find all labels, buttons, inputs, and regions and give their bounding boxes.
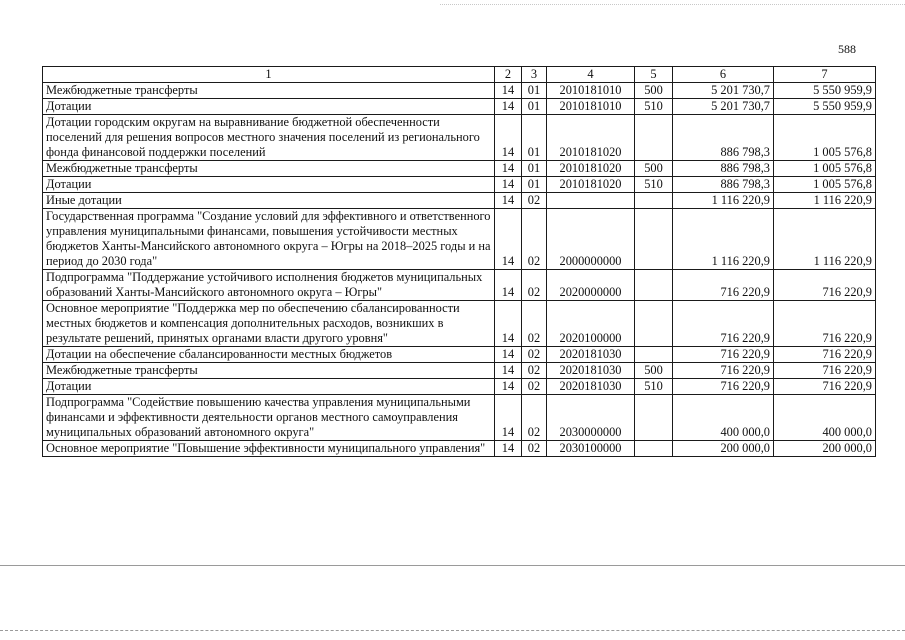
row-subsection-code: 02	[522, 363, 547, 379]
row-section-code: 14	[495, 347, 522, 363]
row-subsection-code: 02	[522, 395, 547, 441]
row-amount-year-2: 1 116 220,9	[774, 193, 876, 209]
row-section-code: 14	[495, 193, 522, 209]
row-target-article: 2020181030	[547, 363, 635, 379]
table-row	[43, 115, 876, 161]
table-row	[43, 99, 876, 115]
row-expense-type: 500	[635, 83, 673, 99]
row-subsection-code: 01	[522, 115, 547, 161]
row-amount-year-2: 716 220,9	[774, 379, 876, 395]
table-row	[43, 363, 876, 379]
row-amount-year-2: 200 000,0	[774, 441, 876, 457]
header-col-3: 3	[522, 67, 547, 83]
row-section-code: 14	[495, 177, 522, 193]
row-description: Иные дотации	[43, 193, 495, 209]
row-amount-year-2: 716 220,9	[774, 347, 876, 363]
row-amount-year-1: 400 000,0	[673, 395, 774, 441]
row-amount-year-2: 400 000,0	[774, 395, 876, 441]
row-target-article: 2020000000	[547, 270, 635, 301]
row-section-code: 14	[495, 270, 522, 301]
row-section-code: 14	[495, 441, 522, 457]
row-expense-type	[635, 441, 673, 457]
row-subsection-code: 02	[522, 301, 547, 347]
top-rule	[440, 4, 905, 5]
row-amount-year-1: 716 220,9	[673, 363, 774, 379]
row-target-article: 2020100000	[547, 301, 635, 347]
row-subsection-code: 02	[522, 347, 547, 363]
row-description: Основное мероприятие "Повышение эффективности муниципального управления"	[43, 441, 495, 457]
row-expense-type: 510	[635, 379, 673, 395]
table-row	[43, 177, 876, 193]
row-target-article: 2010181010	[547, 83, 635, 99]
row-subsection-code: 01	[522, 161, 547, 177]
row-description: Межбюджетные трансферты	[43, 363, 495, 379]
table-row	[43, 301, 876, 347]
row-amount-year-1: 886 798,3	[673, 161, 774, 177]
row-target-article: 2010181020	[547, 161, 635, 177]
header-col-7: 7	[774, 67, 876, 83]
row-amount-year-1: 716 220,9	[673, 347, 774, 363]
table-row	[43, 161, 876, 177]
bottom-rule	[0, 565, 905, 566]
table-row	[43, 83, 876, 99]
row-subsection-code: 02	[522, 193, 547, 209]
row-target-article: 2020181030	[547, 347, 635, 363]
row-expense-type	[635, 115, 673, 161]
row-expense-type	[635, 270, 673, 301]
row-target-article: 2010181020	[547, 177, 635, 193]
row-target-article: 2010181020	[547, 115, 635, 161]
row-subsection-code: 02	[522, 209, 547, 270]
row-section-code: 14	[495, 83, 522, 99]
table-row	[43, 270, 876, 301]
row-target-article: 2030100000	[547, 441, 635, 457]
row-description: Государственная программа "Создание условий для эффективного и ответственного управления муниципальными финансами, повышения устойчивости местных бюджетов Ханты-Мансийского автономного округа – Югры на 2018–2025 годы и на период до 2030 года"	[43, 209, 495, 270]
row-section-code: 14	[495, 301, 522, 347]
row-expense-type	[635, 395, 673, 441]
row-target-article: 2010181010	[547, 99, 635, 115]
row-subsection-code: 02	[522, 441, 547, 457]
row-target-article: 2020181030	[547, 379, 635, 395]
row-section-code: 14	[495, 363, 522, 379]
page-number: 588	[838, 42, 856, 56]
row-expense-type: 500	[635, 363, 673, 379]
row-amount-year-1: 886 798,3	[673, 177, 774, 193]
row-amount-year-1: 1 116 220,9	[673, 193, 774, 209]
row-section-code: 14	[495, 161, 522, 177]
row-subsection-code: 02	[522, 379, 547, 395]
row-description: Подпрограмма "Содействие повышению качества управления муниципальными финансами и эффективности деятельности органов местного самоуправления муниципальных образований автономного округа"	[43, 395, 495, 441]
header-col-5: 5	[635, 67, 673, 83]
row-amount-year-1: 716 220,9	[673, 301, 774, 347]
row-amount-year-1: 5 201 730,7	[673, 99, 774, 115]
row-expense-type: 500	[635, 161, 673, 177]
row-amount-year-2: 1 005 576,8	[774, 115, 876, 161]
row-subsection-code: 01	[522, 99, 547, 115]
table-row	[43, 193, 876, 209]
header-col-2: 2	[495, 67, 522, 83]
bottom-rule-dashed	[0, 630, 905, 631]
table-row	[43, 395, 876, 441]
row-description: Дотации	[43, 177, 495, 193]
row-amount-year-2: 5 550 959,9	[774, 83, 876, 99]
table-header-row	[43, 67, 876, 83]
row-target-article: 2030000000	[547, 395, 635, 441]
row-target-article: 2000000000	[547, 209, 635, 270]
row-description: Дотации городским округам на выравнивание бюджетной обеспеченности поселений для решения вопросов местного значения поселений из регионального фонда финансовой поддержки поселений	[43, 115, 495, 161]
row-amount-year-1: 716 220,9	[673, 379, 774, 395]
row-amount-year-1: 886 798,3	[673, 115, 774, 161]
row-description: Дотации на обеспечение сбалансированности местных бюджетов	[43, 347, 495, 363]
header-col-6: 6	[673, 67, 774, 83]
row-description: Дотации	[43, 99, 495, 115]
row-expense-type	[635, 193, 673, 209]
row-description: Межбюджетные трансферты	[43, 83, 495, 99]
row-expense-type: 510	[635, 99, 673, 115]
budget-table	[42, 66, 876, 457]
table-row	[43, 209, 876, 270]
row-description: Основное мероприятие "Поддержка мер по обеспечению сбалансированности местных бюджетов и компенсация дополнительных расходов, возникших в результате решений, принятых органами власти другого уровня"	[43, 301, 495, 347]
row-subsection-code: 01	[522, 177, 547, 193]
row-section-code: 14	[495, 379, 522, 395]
row-expense-type	[635, 209, 673, 270]
row-amount-year-1: 5 201 730,7	[673, 83, 774, 99]
row-target-article	[547, 193, 635, 209]
row-description: Межбюджетные трансферты	[43, 161, 495, 177]
header-col-4: 4	[547, 67, 635, 83]
table-row	[43, 441, 876, 457]
row-section-code: 14	[495, 395, 522, 441]
row-amount-year-2: 716 220,9	[774, 301, 876, 347]
table-row	[43, 347, 876, 363]
row-amount-year-2: 1 005 576,8	[774, 177, 876, 193]
row-amount-year-2: 1 116 220,9	[774, 209, 876, 270]
row-amount-year-2: 716 220,9	[774, 363, 876, 379]
row-description: Подпрограмма "Поддержание устойчивого исполнения бюджетов муниципальных образований Ханты-Мансийского автономного округа – Югры"	[43, 270, 495, 301]
row-amount-year-1: 200 000,0	[673, 441, 774, 457]
row-amount-year-1: 716 220,9	[673, 270, 774, 301]
row-expense-type	[635, 347, 673, 363]
row-subsection-code: 01	[522, 83, 547, 99]
row-section-code: 14	[495, 99, 522, 115]
row-section-code: 14	[495, 115, 522, 161]
table-row	[43, 379, 876, 395]
row-expense-type: 510	[635, 177, 673, 193]
row-description: Дотации	[43, 379, 495, 395]
row-amount-year-2: 5 550 959,9	[774, 99, 876, 115]
row-amount-year-1: 1 116 220,9	[673, 209, 774, 270]
header-col-1: 1	[43, 67, 495, 83]
row-amount-year-2: 1 005 576,8	[774, 161, 876, 177]
row-amount-year-2: 716 220,9	[774, 270, 876, 301]
row-section-code: 14	[495, 209, 522, 270]
row-subsection-code: 02	[522, 270, 547, 301]
row-expense-type	[635, 301, 673, 347]
